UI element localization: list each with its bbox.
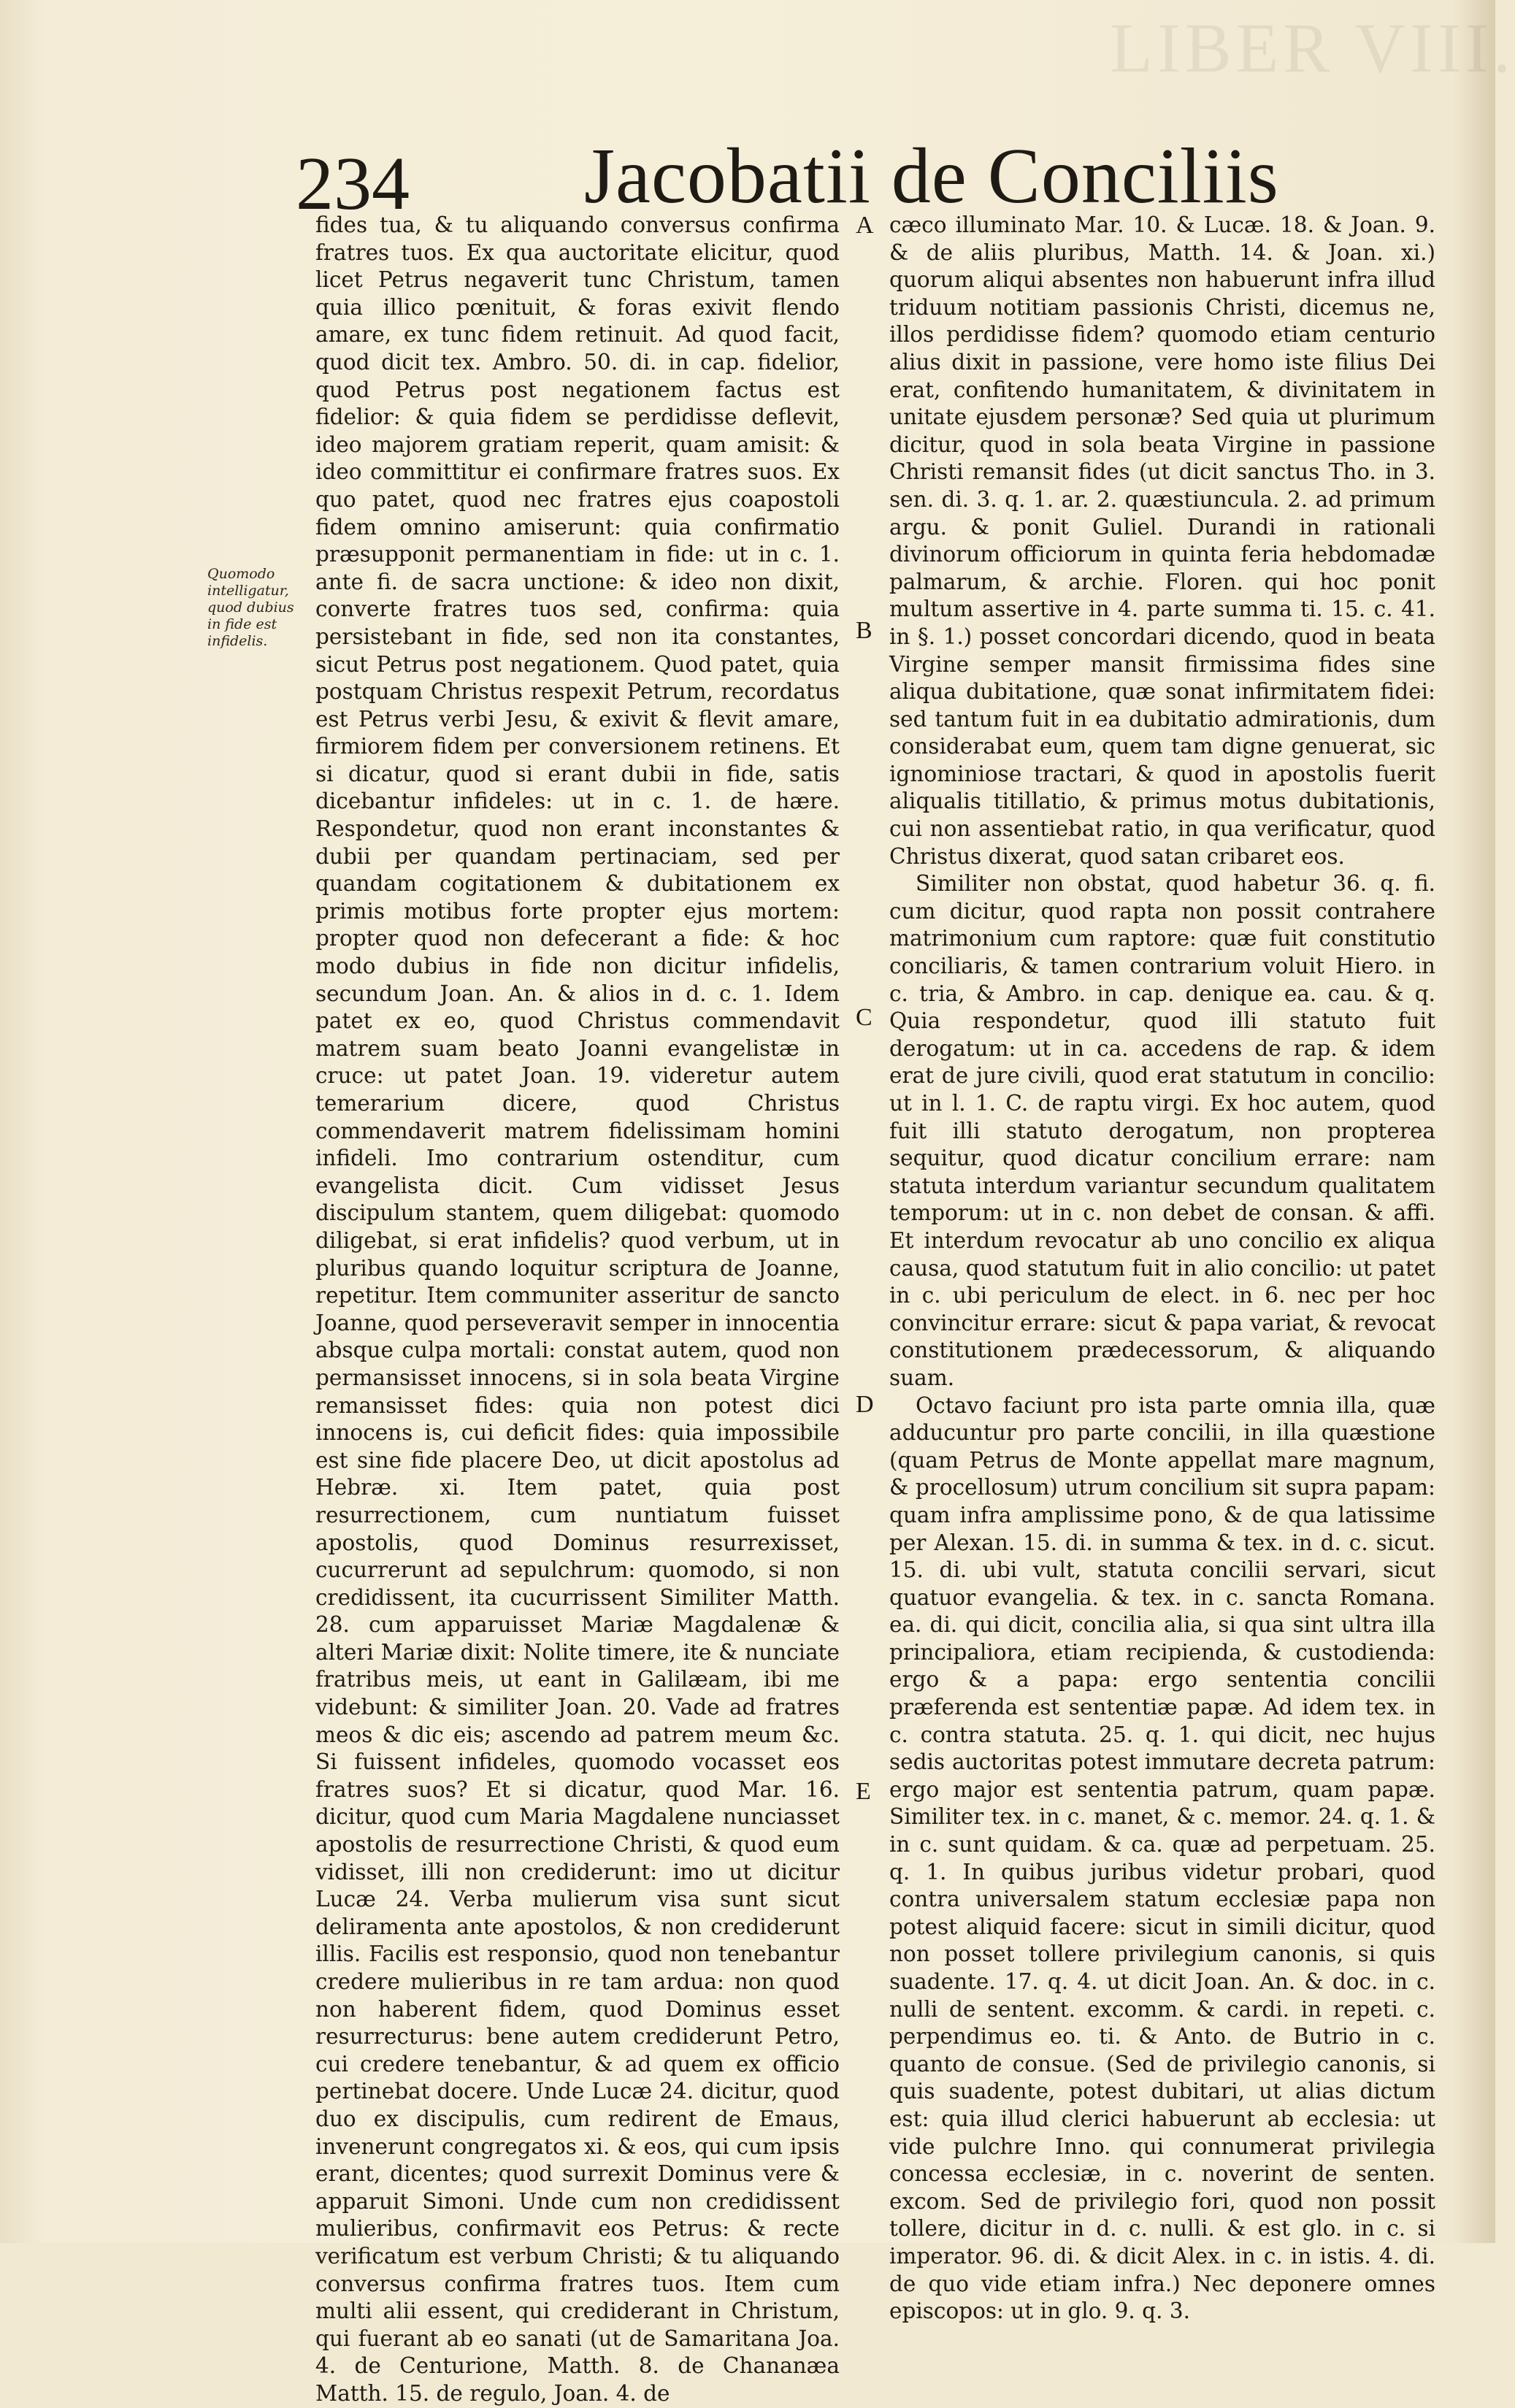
paragraph: fides tua, & tu aliquando conversus confirma fratres tuos. Ex qua auctoritate elicitur, quod licet Petrus negaverit tunc Christum, tamen quia illico pœnituit, & foras exivit flendo amare, ex tunc fidem retinuit. Ad quod facit, quod dicit tex. Ambro. 50. di. in cap. fidelior, quod Petrus post negationem factus est fidelior: & quia fidem se perdidisse deflevit, ideo majorem gratiam reperit, quam amisit: & ideo committitur ei confirmare fratres suos. Ex quo patet, quod nec fratres ejus coapostoli fidem omnino amiserunt: quia confirmatio præsupponit permanentiam in fide: ut in c. 1. ante fi. de sacra unctione: & ideo non dixit, converte fratres tuos sed, confirma: quia persistebant in fide, sed non ita constantes, sicut Petrus post negationem. Quod patet, quia postquam Christus respexit Petrum, recordatus est Petrus verbi Jesu, & exivit & flevit amare, firmiorem fidem per conversionem retinens. Et si dicatur, quod si erant dubii in fide, satis dicebantur infideles: ut in c. 1. de hære. Respondetur, quod non erant inconstantes & dubii per quandam pertinaciam, sed per quandam cogitationem & dubitationem ex primis motibus forte propter ejus mortem: propter quod non defecerant a fide: & hoc modo dubius in fide non dicitur infidelis, secundum Joan. An. & alios in d. c. 1. Idem patet ex eo, quod Christus commendavit matrem suam beato Joanni evangelistæ in cruce: ut patet Joan. 19. videretur autem temerarium dicere, quod Christus commendaverit matrem fidelissimam homini infideli. Imo contrarium ostenditur, cum evangelista dicit. Cum vidisset Jesus discipulum stantem, quem diligebat: quomodo diligebat, si erat infidelis? quod verbum, ut in pluribus quando loquitur scriptura de Joanne, repetitur. Item communiter asseritur de sancto Joanne, quod perseveravit semper in innocentia absque culpa mortali: constat autem, quod non permansisset innocens, si in sola beata Virgine remansisset fides: quia non potest dici innocens is, cui deficit fides: quia impossibile est sine fide placere Deo, ut dicit apostolus ad Hebræ. xi. Item patet, quia post resurrectionem, cum nuntiatum fuisset apostolis, quod Dominus resurrexisset, cucurrerunt ad sepulchrum: quomodo, si non credidissent, ita cucurrissent Similiter Matth. 28. cum apparuisset Mariæ Magdalenæ & alteri Mariæ dixit: Nolite timere, ite & nunciate fratribus meis, ut eant in Galilæam, ibi me videbunt: & similiter Joan. 20. Vade ad fratres meos & dic eis; ascendo ad patrem meum &c. Si fuissent infideles, quomodo vocasset eos fratres suos? Et si dicatur, quod Mar. 16. dicitur, quod cum Maria Magdalene nunciasset apostolis de resurrectione Christi, & quod eum vidisset, illi non crediderunt: imo ut dicitur Lucæ 24. Verba mulierum visa sunt sicut deliramenta ante apostolos, & non crediderunt illis. Facilis est responsio, quod non tenebantur credere mulieribus in re tam ardua: non quod non haberent fidem, quod Dominus esset resurrecturus: bene autem crediderunt Petro, cui credere tenebantur, & ad quem ex officio pertinebat docere. Unde Lucæ 24. dicitur, quod duo ex discipulis, cum redirent de Emaus, invenerunt congregatos xi. & eos, qui cum ipsis erant, dicentes; quod surrexit Dominus vere & apparuit Simoni. Unde cum non credidissent mulieribus, confirmavit eos Petrus: & recte verificatum est verbum Christi; & tu aliquando conversus confirma fratres tuos. Item cum multi alii essent, qui crediderant in Christum, qui fuerant ab eo sanati (ut de Samaritana Joa. 4. de Centurione, Matth. 8. de Chananæa Matth. 15. de regulo, Joan. 4. de xyxy=(315,212,840,2406)
page-number: 234 xyxy=(296,142,410,226)
section-marker: C xyxy=(856,1004,872,1031)
margin-note xyxy=(207,566,317,650)
right-column xyxy=(889,212,1435,2324)
margin-note-line: in fide est xyxy=(207,616,277,632)
margin-note-line: intelligatur, xyxy=(207,583,289,599)
section-marker: D xyxy=(856,1391,874,1418)
section-marker: A xyxy=(856,212,874,239)
margin-note-line: Quomodo xyxy=(207,566,275,582)
section-marker: E xyxy=(856,1778,871,1805)
left-column xyxy=(315,212,840,2406)
paragraph: cæco illuminato Mar. 10. & Lucæ. 18. & Joan. 9. & de aliis pluribus, Matth. 14. & Joan. xi.) quorum aliqui absentes non habuerunt infra illud triduum notitiam passionis Christi, dicemus ne, illos perdidisse fidem? quomodo etiam centurio alius dixit in passione, vere homo iste filius Dei erat, confitendo humanitatem, & divinitatem in unitate ejusdem personæ? Sed quia ut plurimum dicitur, quod in sola beata Virgine in passione Christi remansit fides (ut dicit sanctus Tho. in 3. sen. di. 3. q. 1. ar. 2. quæstiuncula. 2. ad primum argu. & ponit Guliel. Durandi in rationali divinorum officiorum in quinta feria hebdomadæ palmarum, & archie. Floren. qui hoc ponit multum assertive in 4. parte summa ti. 15. c. 41. in §. 1.) posset concordari dicendo, quod in beata Virgine semper mansit firmissima fides sine aliqua dubitatione, quæ sonat infirmitatem fidei: sed tantum fuit in ea dubitatio admirationis, dum considerabat eum, quem tam digne genuerat, sic ignominiose tractari, & quod in apostolis fuerit aliqualis titillatio, & primus motus dubitationis, cui non assentiebat ratio, in qua verificatur, quod Christus dixerat, quod satan cribaret eos. xyxy=(889,212,1435,869)
margin-note-line: infidelis. xyxy=(207,633,268,649)
paragraph: Similiter non obstat, quod habetur 36. q. fi. cum dicitur, quod rapta non possit contrahere matrimonium cum raptore: quæ fuit constitutio conciliaris, & tamen contrarium voluit Hiero. in c. tria, & Ambro. in cap. denique ea. cau. & q. Quia respondetur, quod illi statuto fuit derogatum: ut in ca. accedens de rap. & idem erat de jure civili, quod erat statutum in concilio: ut in l. 1. C. de raptu virgi. Ex hoc autem, quod fuit illi statuto derogatum, non propterea sequitur, quod dicatur concilium errare: nam statuta interdum variantur secundum qualitatem temporum: ut in c. non debet de consan. & affi. Et interdum revocatur ab uno concilio ex aliqua causa, quod statutum fuit in alio concilio: ut patet in c. ubi periculum de elect. in 6. nec per hoc convincitur errare: sicut & papa variat, & revocat constitutionem prædecessorum, & aliquando suam. xyxy=(889,871,1435,1390)
section-marker: B xyxy=(856,617,872,644)
margin-note-line: quod dubius xyxy=(207,599,294,616)
running-title: Jacobatii de Conciliis xyxy=(584,133,1279,220)
bleed-through-text: LIBER VIII. xyxy=(1110,9,1515,87)
paragraph: Octavo faciunt pro ista parte omnia illa, quæ adducuntur pro parte concilii, in illa quæstione (quam Petrus de Monte appellat mare magnum, & procellosum) utrum concilium sit supra papam: quam infra amplissime pono, & de qua latissime per Alexan. 15. di. in summa & tex. in d. c. sicut. 15. di. ubi vult, statuta concilii servari, sicut quatuor evangelia. & tex. in c. sancta Romana. ea. di. qui dicit, concilia alia, si qua sint ultra illa principaliora, etiam recipienda, & custodienda: ergo & a papa: ergo sententia concilii præferenda est sententiæ papæ. Ad idem tex. in c. contra statuta. 25. q. 1. qui dicit, nec hujus sedis auctoritas potest immutare decreta patrum: ergo major est sententia patrum, quam papæ. Similiter tex. in c. manet, & c. memor. 24. q. 1. & in c. sunt quidam. & ca. quæ ad perpetuam. 25. q. 1. In quibus juribus videtur probari, quod contra universalem statum ecclesiæ papa non potest aliquid facere: sicut in simili dicitur, quod non posset tollere privilegium canonis, si quis suadente. 17. q. 4. ut dicit Joan. An. & doc. in c. nulli de sentent. excomm. & cardi. in repeti. c. perpendimus eo. ti. & Anto. de Butrio in c. quanto de consue. (Sed de privilegio canonis, si quis suadente, potest dubitari, ut alias dictum est: quia illud clerici habuerunt ab ecclesia: ut vide pulchre Inno. qui connumerat privilegia concessa ecclesiæ, in c. noverint de senten. excom. Sed de privilegio fori, quod non possit tollere, dicitur in d. c. nulli. & est glo. in c. si imperator. 96. di. & dicit Alex. in c. in istis. 4. di. de quo vide etiam infra.) Nec deponere omnes episcopos: ut in glo. 9. q. 3. xyxy=(889,1392,1435,2324)
